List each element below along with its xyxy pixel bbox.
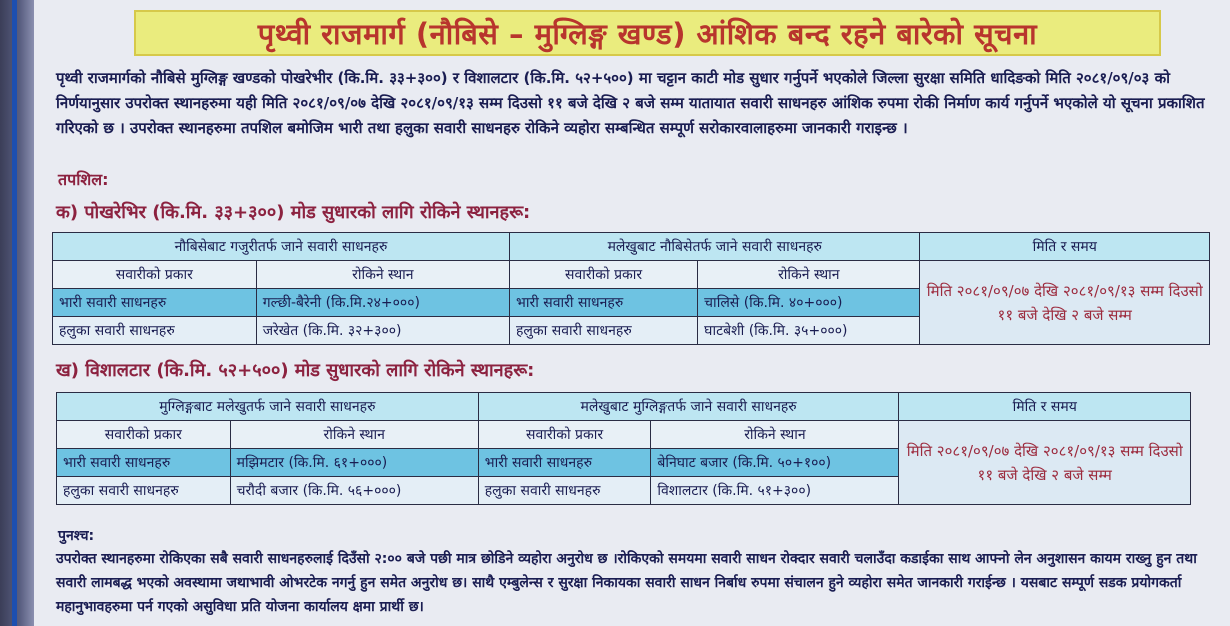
postscript-label: पुनश्च: (58, 528, 95, 544)
vehicle-type-cell: भारी सवारी साधनहरु (57, 449, 231, 477)
stop-place-cell: गल्छी-बैरेनी (कि.मि.२४+०००) (256, 289, 509, 317)
stop-place-cell: मझिमटार (कि.मि. ६१+०००) (230, 449, 478, 477)
notice-title-banner (134, 10, 1161, 56)
column-header: रोकिने स्थान (230, 421, 478, 449)
board-edge-stripe (12, 0, 17, 626)
stop-place-cell: विशालटार (कि.मि. ५१+३००) (651, 477, 899, 505)
board-edge (0, 0, 34, 626)
details-label: तपशिल: (58, 170, 109, 189)
time-header: मिति र समय (920, 233, 1210, 261)
vehicle-type-cell: भारी सवारी साधनहरु (53, 289, 257, 317)
intro-paragraph: पृथ्वी राजमार्गको नौबिसे मुग्लिङ्ग खण्डको पोखरेभीर (कि.मि. ३३+३००) र विशालटार (कि.मि. ५२+५००) मा चट्टान काटी मोड सुधार गर्नुपर्ने भएकोले जिल्ला सुरक्षा समिति धादिङको मिति २०८१/०९/०३ को निर्णयानुसार उपरोक्त स्थानहरुमा यही मिति २०८१/०९/०७ देखि २०८१/०९/१३ सम्म दिउसो ११ बजे देखि २ बजे सम्म यातायात सवारी साधनहरु आंशिक रुपमा रोकी निर्माण कार्य गर्नुपर्ने भएकोले यो सूचना प्रकाशित गरिएको छ । उपरोक्त स्थानहरुमा तपशिल बमोजिम भारी तथा हलुका सवारी साधनहरु रोकिने व्यहोरा सम्बन्धित सम्पूर्ण सरोकारवालाहरुमा जानकारी गराइन्छ । (56, 69, 1205, 137)
vehicle-type-cell: हलुका सवारी साधनहरु (53, 317, 257, 345)
group-header: मलेखुबाट नौबिसेतर्फ जाने सवारी साधनहरु (510, 233, 920, 261)
stop-place-cell: जरेखेत (कि.मि. ३२+३००) (256, 317, 509, 345)
column-header: सवारीको प्रकार (57, 421, 231, 449)
table-row (57, 393, 1191, 421)
group-header: मुग्लिङ्गबाट मलेखुतर्फ जाने सवारी साधनहरु (57, 393, 479, 421)
group-header: नौबिसेबाट गजुरीतर्फ जाने सवारी साधनहरु (53, 233, 510, 261)
column-header: सवारीको प्रकार (53, 261, 257, 289)
stop-place-cell: चरौदी बजार (कि.मि. ५६+०००) (230, 477, 478, 505)
stop-place-cell: घाटबेशी (कि.मि. ३५+०००) (698, 317, 920, 345)
table-row (53, 233, 1210, 261)
vehicle-type-cell: हलुका सवारी साधनहरु (57, 477, 231, 505)
vehicle-type-cell: भारी सवारी साधनहरु (510, 289, 698, 317)
postscript-paragraph: उपरोक्त स्थानहरुमा रोकिएका सबै सवारी साधनहरुलाई दिउँसो २:०० बजे पछी मात्र छोडिने व्यहोरा अनुरोध छ ।रोकिएको समयमा सवारी साधन रोक्दार सवारी चलाउँदा कडाईका साथ आफ्नो लेन अनुशासन कायम राख्नु हुन तथा सवारी लामबद्ध भएको अवस्थामा जथाभावी ओभरटेक नगर्नु हुन समेत अनुरोध छ। साथै एम्बुलेन्स र सुरक्षा निकायका सवारी साधन निर्बाध रुपमा संचालन हुने व्यहोरा समेत जानकारी गराईन्छ । यसबाट सम्पूर्ण सडक प्रयोगकर्ता महानुभावहरुमा पर्न गएको असुविधा प्रति योजना कार्यालय क्षमा प्रार्थी छ। (56, 551, 1197, 615)
table-row (57, 421, 1191, 449)
column-header: रोकिने स्थान (256, 261, 509, 289)
section-a-title: क) पोखरेभिर (कि.मि. ३३+३००) मोड सुधारको लागि रोकिने स्थानहरू: (56, 202, 531, 223)
table-row (53, 261, 1210, 289)
section-b-title: ख) विशालटार (कि.मि. ५२+५००) मोड सुधारको लागि रोकिने स्थानहरू: (56, 360, 535, 381)
time-cell: मिति २०८१/०९/०७ देखि २०८१/०९/१३ सम्म दिउसो ११ बजे देखि २ बजे सम्म (899, 421, 1191, 505)
column-header: सवारीको प्रकार (510, 261, 698, 289)
time-header: मिति र समय (899, 393, 1191, 421)
group-header: मलेखुबाट मुग्लिङ्गतर्फ जाने सवारी साधनहरु (478, 393, 899, 421)
time-cell: मिति २०८१/०९/०७ देखि २०८१/०९/१३ सम्म दिउसो ११ बजे देखि २ बजे सम्म (920, 261, 1210, 345)
vehicle-type-cell: हलुका सवारी साधनहरु (510, 317, 698, 345)
stop-place-cell: चालिसे (कि.मि. ४०+०००) (698, 289, 920, 317)
column-header: रोकिने स्थान (651, 421, 899, 449)
vehicle-type-cell: भारी सवारी साधनहरु (478, 449, 651, 477)
column-header: रोकिने स्थान (698, 261, 920, 289)
notice-title: पृथ्वी राजमार्ग (नौबिसे – मुग्लिङ्ग खण्ड) आंशिक बन्द रहने बारेको सूचना (257, 16, 1038, 51)
vehicle-type-cell: हलुका सवारी साधनहरु (478, 477, 651, 505)
section-a-table (52, 232, 1210, 345)
column-header: सवारीको प्रकार (478, 421, 651, 449)
stop-place-cell: बेनिघाट बजार (कि.मि. ५०+१००) (651, 449, 899, 477)
section-b-table (56, 392, 1191, 505)
